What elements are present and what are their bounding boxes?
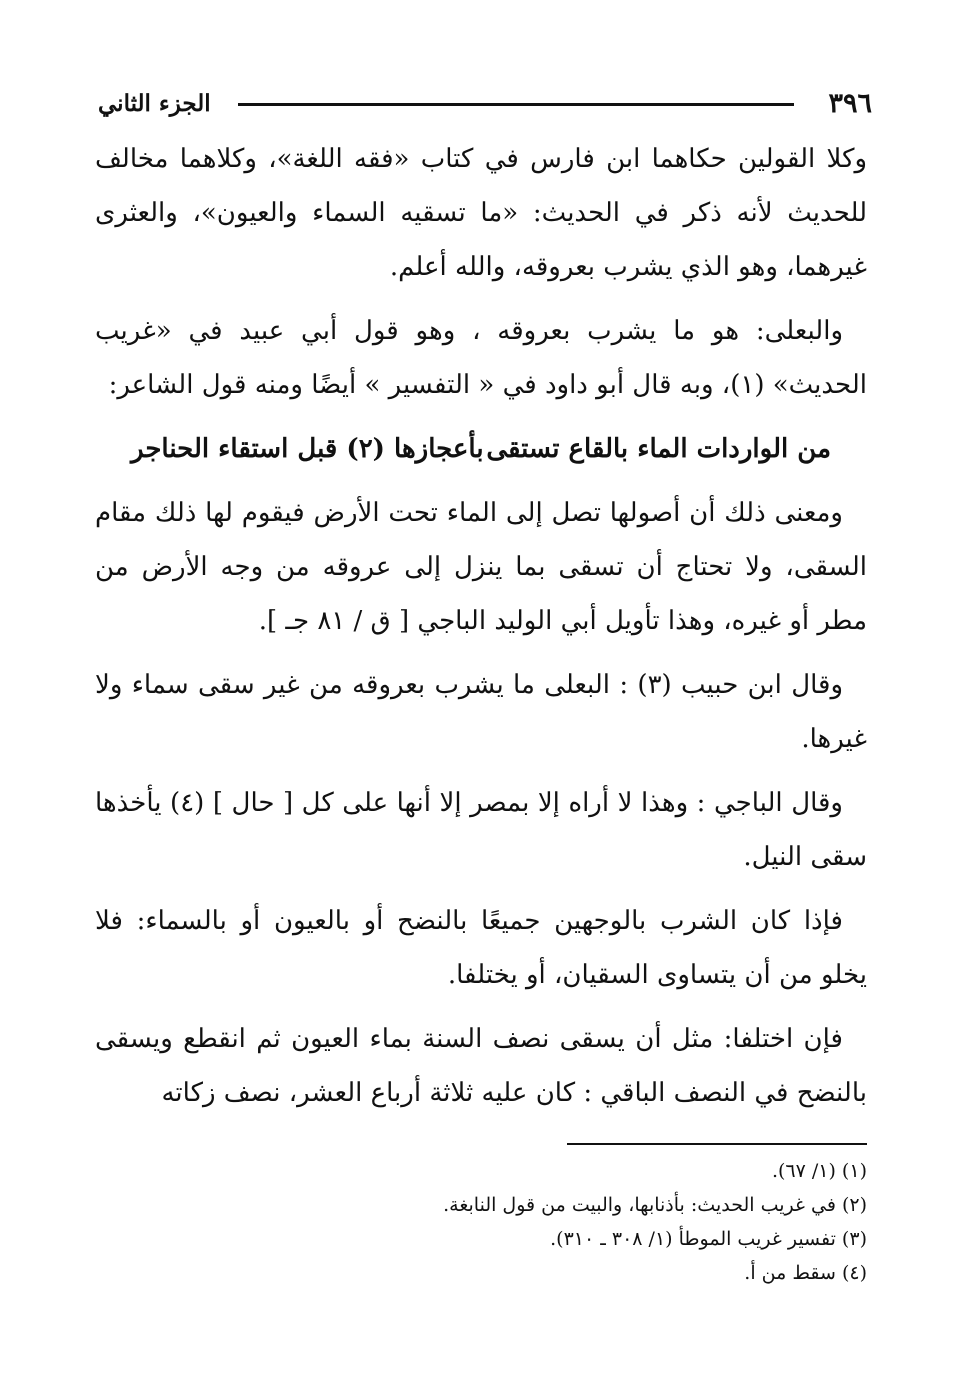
verse-second-hemistich: بأعجازها (٢) قبل استقاء الحناجر: [131, 434, 484, 464]
footnote: (١) (١/ ٦٧).: [771, 1160, 867, 1182]
page-number: ٣٩٦: [828, 88, 872, 119]
paragraph: وقال ابن حبيب (٣) : البعلى ما يشرب بعروقه من غير سقى سماء ولا غيرها.: [95, 670, 867, 754]
footnote-separator: [567, 1143, 867, 1145]
footnote: (٢) في غريب الحديث: بأذنابها، والبيت من قول النابغة.: [443, 1194, 867, 1216]
header-rule: [238, 103, 794, 106]
verse-first-hemistich: من الواردات الماء بالقاع تستقى: [486, 434, 831, 464]
footnote: (٤) سقط من أ.: [744, 1262, 867, 1284]
footnotes: [95, 1154, 867, 1290]
paragraph: وكلا القولين حكاهما ابن فارس في كتاب «فقه اللغة»، وكلاهما مخالف للحديث لأنه ذكر في الحديث: «ما تسقيه السماء والعيون»، والعثرى غيرهما، وهو الذي يشرب بعروقه، والله أعلم.: [95, 144, 867, 282]
paragraph: فإذا كان الشرب بالوجهين جميعًا بالنضح أو بالعيون أو بالسماء: فلا يخلو من أن يتساوى السقيان، أو يختلفا.: [95, 906, 867, 990]
poetry-verse: [131, 422, 831, 476]
footnote: (٣) تفسير غريب الموطأ (١/ ٣٠٨ ـ ٣١٠).: [550, 1228, 867, 1250]
paragraph: وقال الباجي : وهذا لا أراه إلا بمصر إلا أنها على كل [ حال ] (٤) يأخذها سقى النيل.: [95, 788, 867, 872]
paragraph: ومعنى ذلك أن أصولها تصل إلى الماء تحت الأرض فيقوم لها ذلك مقام السقى، ولا تحتاج أن تسقى بما ينزل إلى عروقه من وجه الأرض من مطر أو غيره، وهذا تأويل أبي الوليد الباجي [ ق / ٨١ جـ ].: [95, 498, 867, 636]
part-title: الجزء الثاني: [98, 90, 211, 117]
page-header: [98, 84, 872, 124]
main-text: [95, 132, 867, 1130]
paragraph: والبعلى: هو ما يشرب بعروقه ، وهو قول أبي عبيد في «غريب الحديث» (١)، وبه قال أبو داود في « التفسير » أيضًا ومنه قول الشاعر:: [95, 316, 867, 400]
paragraph: فإن اختلفا: مثل أن يسقى نصف السنة بماء العيون ثم انقطع ويسقى بالنضح في النصف الباقي : كان عليه ثلاثة أرباع العشر، نصف زكاته: [95, 1024, 867, 1108]
